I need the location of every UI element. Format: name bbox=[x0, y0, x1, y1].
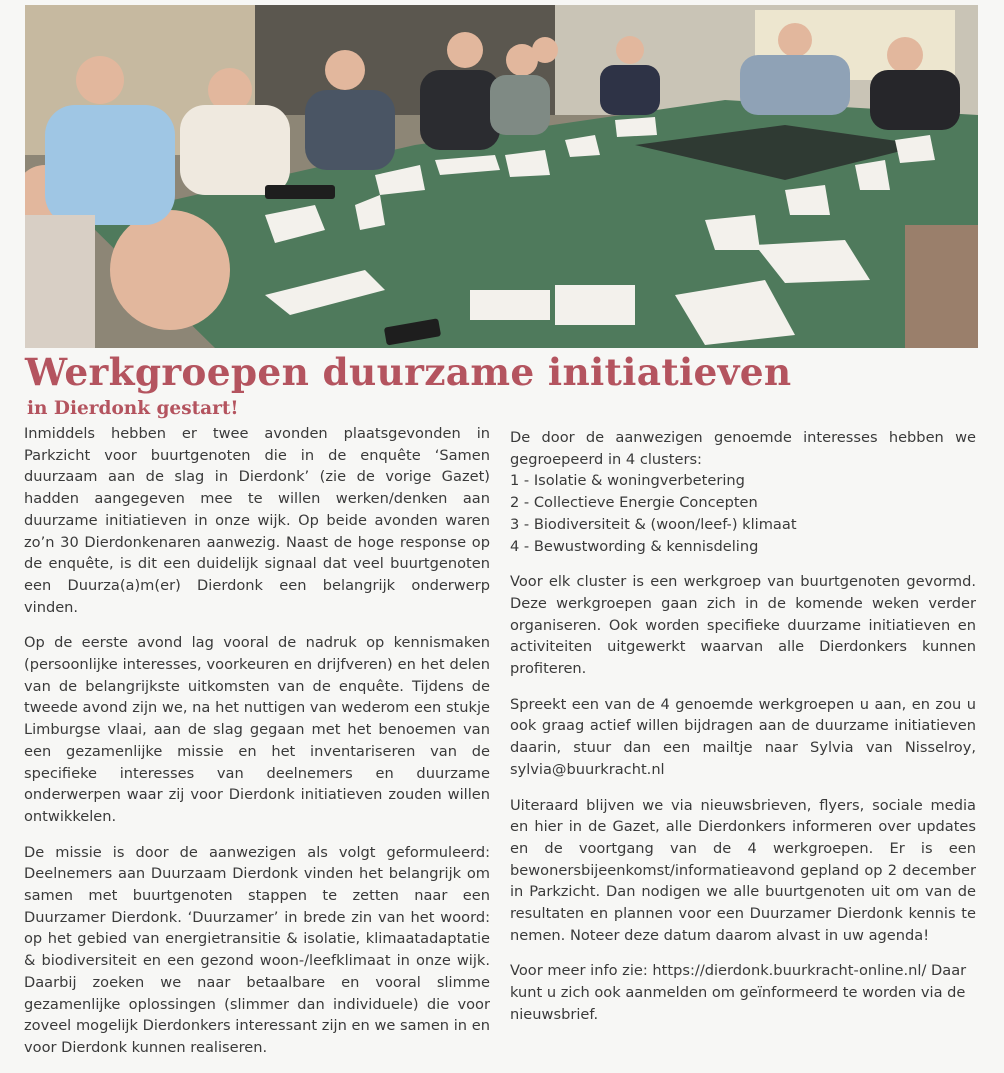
paragraph-intro: Inmiddels hebben er twee avonden plaatsgevonden in Parkzicht voor buurtgenoten die in de enquête ‘Samen duurzaam aan de slag in Dierdonk’ (zie de vorige Gazet) hadden aangegeven mee te willen werken/denken aan duurzame initiatieven in onze wijk. Op beide avonden waren zo’n 30 Dierdonkenaren aanwezig. Naast de hoge response op de enquête, is dit een duidelijk signaal dat veel buurtgenoten een Duurza(a)m(er) Dierdonk een belangrijk onderwerp vinden. bbox=[24, 425, 490, 616]
list-item: 1 - Isolatie & woningverbetering bbox=[510, 472, 745, 490]
paragraph-updates: Uiteraard blijven we via nieuwsbrieven, flyers, sociale media en hier in de Gazet, alle Dierdonkers informeren over updates en de voortgang van de 4 werkgroepen. Er is een bewonersbijeenkomst/informatieavond gepland op 2 december in Parkzicht. Dan nodigen we alle buurtgenoten uit om van de resultaten en plannen voor een Duurzamer Dierdonk kennis te nemen. Noteer deze datum daarom alvast in uw agenda! bbox=[510, 796, 976, 944]
paragraph-evenings: Op de eerste avond lag vooral de nadruk op kennismaken (persoonlijke interesses, voorkeuren en drijfveren) en het delen van de belangrijkste uitkomsten van de enquête. Tijdens de tweede avond zijn we, na het nuttigen van wederom een stukje Limburgse vlaai, aan de slag gegaan met het benoemen van een gezamenlijke missie en het inventariseren van de specifieke interesses van deelnemers en duurzame onderwerpen waar zij voor Dierdonk initiatieven zouden willen ontwikkelen. bbox=[24, 634, 490, 825]
left-column bbox=[24, 423, 490, 1073]
article-subtitle: in Dierdonk gestart! bbox=[27, 398, 239, 419]
list-item: 3 - Biodiversiteit & (woon/leef-) klimaat bbox=[510, 515, 797, 533]
list-item: 2 - Collectieve Energie Concepten bbox=[510, 494, 758, 512]
paragraph-workgroups: Voor elk cluster is een werkgroep van buurtgenoten gevormd. Deze werkgroepen gaan zich in de komende weken verder organiseren. Ook worden specifieke duurzame initiatieven en activiteiten uitgewerkt waarvan alle Dierdonkers kunnen profiteren. bbox=[510, 573, 976, 678]
clusters-intro: De door de aanwezigen genoemde interesses hebben we gegroepeerd in 4 clusters: bbox=[510, 429, 976, 468]
cluster-list bbox=[510, 470, 976, 557]
more-info-label: Voor meer info zie: bbox=[510, 962, 648, 980]
meeting-photo bbox=[25, 5, 978, 348]
paragraph-more-info bbox=[510, 960, 976, 1025]
paragraph-mission: De missie is door de aanwezigen als volgt geformuleerd: Deelnemers aan Duurzaam Dierdonk vinden het belangrijk om samen met buurtgenoten stappen te zetten naar een Duurzamer Dierdonk. ‘Duurzamer’ in brede zin van het woord: op het gebied van energietransitie & isolatie, klimaatadaptatie & biodiversiteit en een gezond woon-/leefklimaat in onze wijk. Daarbij zoeken we naar betaalbare en vooral slimme gezamenlijke oplossingen (slimmer dan individuele) die voor zoveel mogelijk Dierdonkers interessant zijn en we samen in en voor Dierdonk kunnen realiseren. bbox=[24, 843, 490, 1056]
email-link[interactable]: sylvia@buurkracht.nl bbox=[510, 760, 665, 778]
paragraph-contact bbox=[510, 694, 976, 781]
article-title: Werkgroepen duurzame initiatieven bbox=[25, 350, 792, 394]
newsletter-text: Daar kunt u zich ook aanmelden om geïnformeerd te worden via de nieuwsbrief. bbox=[510, 962, 967, 1023]
list-item: 4 - Bewustwording & kennisdeling bbox=[510, 537, 759, 555]
contact-text: Spreekt een van de 4 genoemde werkgroepen u aan, en zou u ook graag actief willen bijdragen aan de duurzame initiatieven daarin, stuur dan een mailtje naar Sylvia van Nisselroy, bbox=[510, 695, 976, 757]
right-column bbox=[510, 427, 976, 1040]
website-link[interactable]: https://dierdonk.buurkracht-online.nl/ bbox=[652, 962, 927, 980]
